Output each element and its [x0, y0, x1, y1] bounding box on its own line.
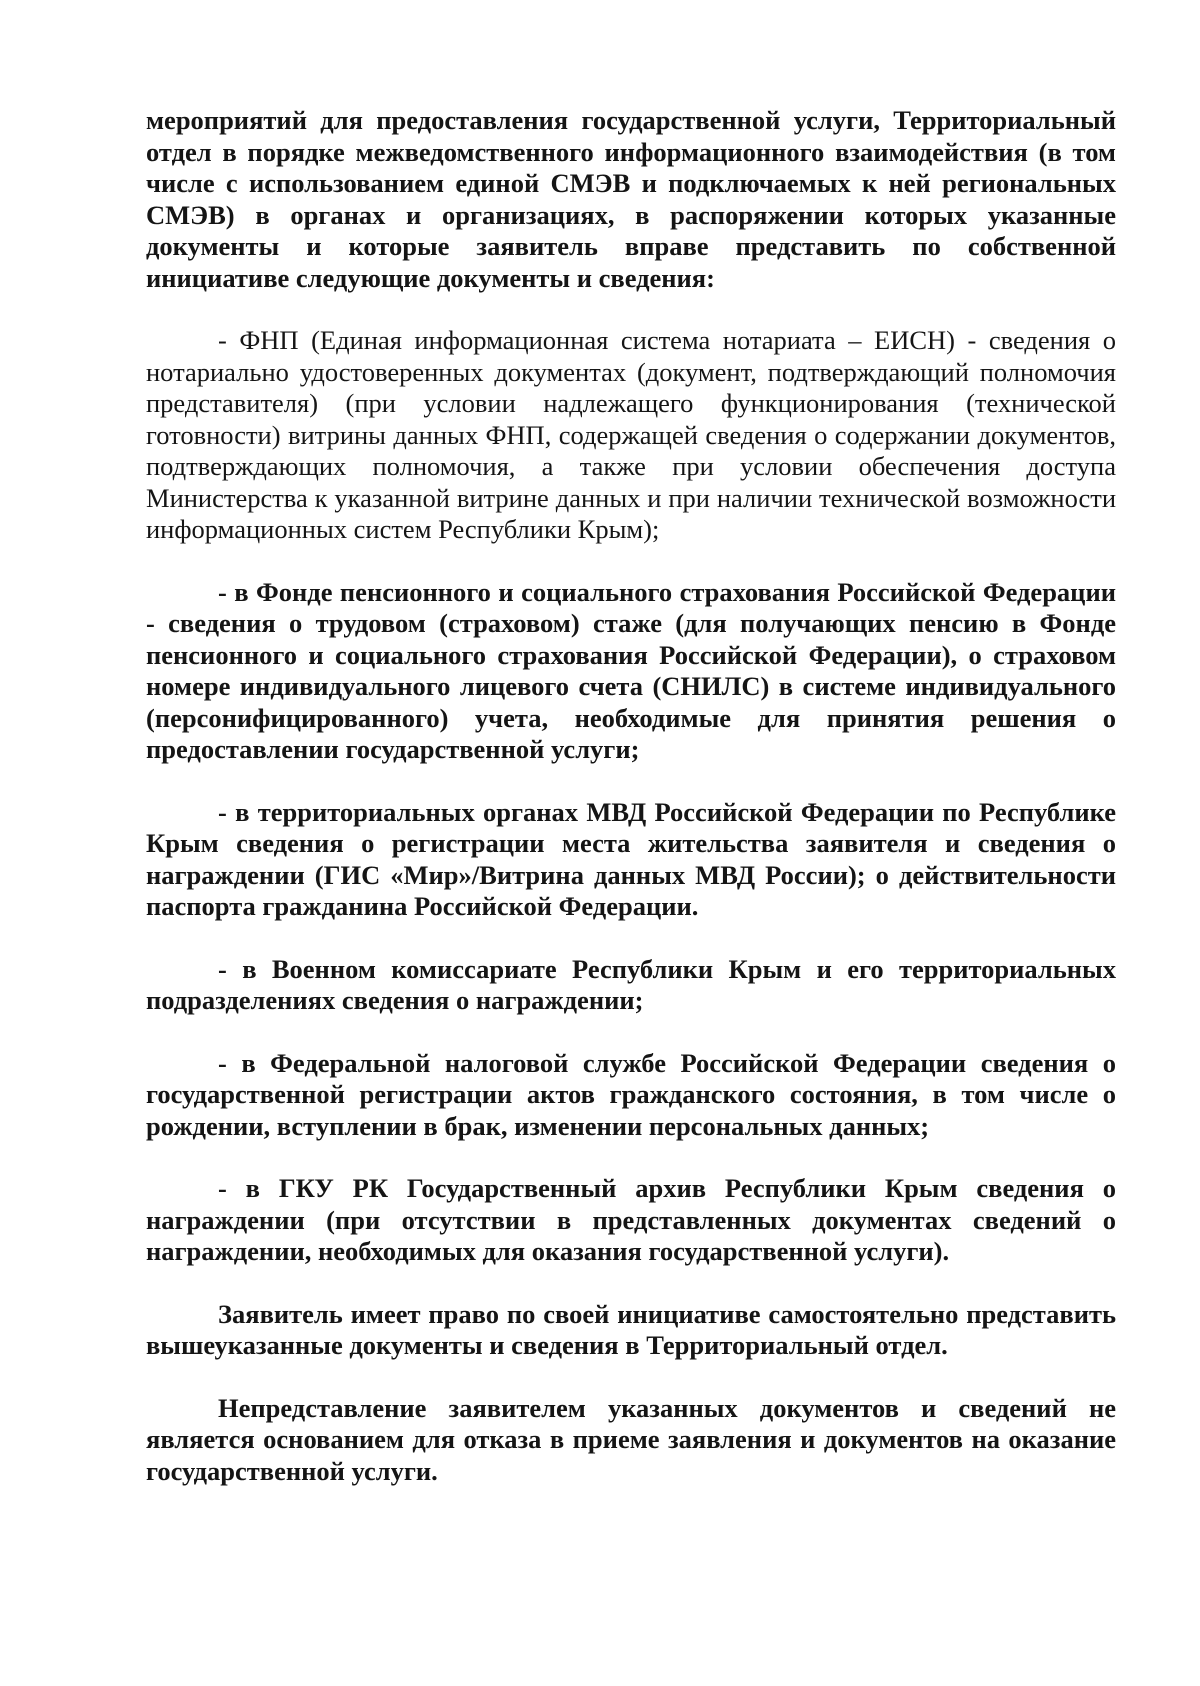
- paragraph-applicant-right: Заявитель имеет право по своей инициативе самостоятельно представить вышеуказанные документы и сведения в Территориальный отдел.: [146, 1298, 1116, 1360]
- paragraph-state-archive: - в ГКУ РК Государственный архив Республики Крым сведения о награждении (при отсутствии в представленных документах сведений о награждении, необходимых для оказания государственной услуги).: [146, 1173, 1116, 1266]
- document-page: [146, 105, 1116, 1487]
- paragraph-fnp: - ФНП (Единая информационная система нотариата – ЕИСН) - сведения о нотариально удостоверенных документах (документ, подтверждающий полномочия представителя) (при условии надлежащего функционирования (технической готовности) витрины данных ФНП, содержащей сведения о содержании документов, подтверждающих полномочия, а также при условии обеспечения доступа Министерства к указанной витрине данных и при наличии технической возможности информационных систем Республики Крым);: [146, 325, 1116, 544]
- paragraph-pension-fund: - в Фонде пенсионного и социального страхования Российской Федерации - сведения о трудовом (страховом) стаже (для получающих пенсию в Фонде пенсионного и социального страхования Российской Федерации), о страховом номере индивидуального лицевого счета (СНИЛС) в системе индивидуального (персонифицированного) учета, необходимые для принятия решения о предоставлении государственной услуги;: [146, 576, 1116, 764]
- paragraph-intro: мероприятий для предоставления государственной услуги, Территориальный отдел в порядке межведомственного информационного взаимодействия (в том числе с использованием единой СМЭВ и подключаемых к ней региональных СМЭВ) в органах и организациях, в распоряжении которых указанные документы и которые заявитель вправе представить по собственной инициативе следующие документы и сведения:: [146, 105, 1116, 293]
- paragraph-non-submission: Непредставление заявителем указанных документов и сведений не является основанием для отказа в приеме заявления и документов на оказание государственной услуги.: [146, 1392, 1116, 1486]
- paragraph-tax-service: - в Федеральной налоговой службе Российской Федерации сведения о государственной регистрации актов гражданского состояния, в том числе о рождении, вступлении в брак, изменении персональных данных;: [146, 1047, 1116, 1141]
- paragraph-mvd: - в территориальных органах МВД Российской Федерации по Республике Крым сведения о регистрации места жительства заявителя и сведения о награждении (ГИС «Мир»/Витрина данных МВД России); о действительности паспорта гражданина Российской Федерации.: [146, 796, 1116, 921]
- paragraph-military-commissariat: - в Военном комиссариате Республики Крым и его территориальных подразделениях сведения о награждении;: [146, 953, 1116, 1015]
